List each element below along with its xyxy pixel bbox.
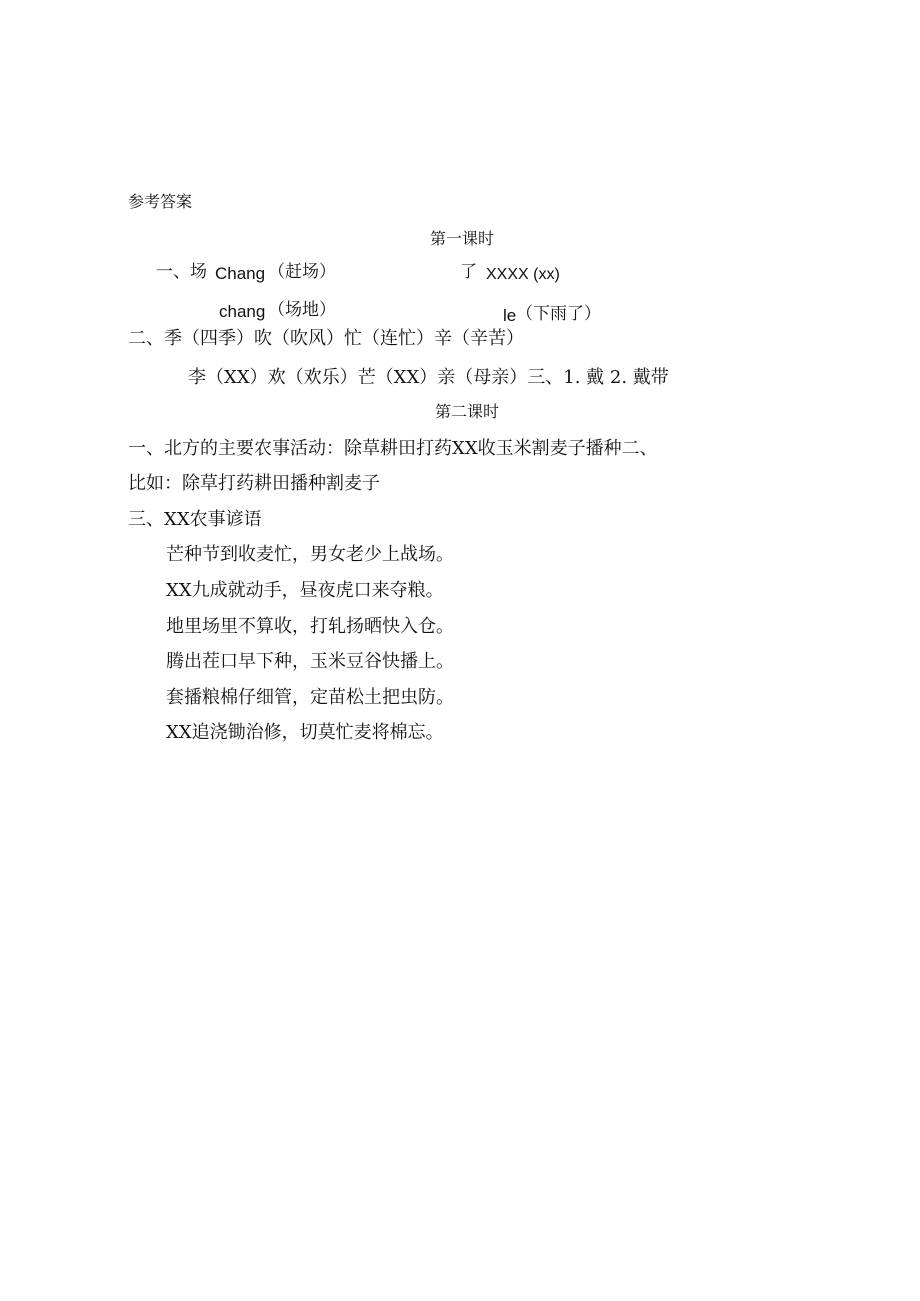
proverb-line: 地里场里不算收，打轧扬晒快入仓。 xyxy=(166,616,454,637)
lesson2-line3: 三、XX农事谚语 xyxy=(128,509,262,530)
proverb-line: XX追浇锄治修，切莫忙麦将棉忘。 xyxy=(166,722,444,743)
lesson2-title: 第二课时 xyxy=(435,402,500,421)
q1-label: 一、场 xyxy=(156,262,207,282)
q1-pinyin-xx: XXXX (xx) xyxy=(486,266,560,283)
q1-word-xiayule: （下雨了） xyxy=(516,304,601,324)
lesson1-title: 第一课时 xyxy=(430,229,495,248)
document-heading: 参考答案 xyxy=(128,192,193,211)
q2-line2: 李（XX）欢（欢乐）芒（XX）亲（母亲）三、1. 戴 2. 戴带 xyxy=(188,367,669,388)
q1-pinyin-chang2: chang xyxy=(219,302,266,321)
proverb-line: XX九成就动手，昼夜虎口来夺粮。 xyxy=(166,580,444,601)
q2-line1: 二、季（四季）吹（吹风）忙（连忙）辛（辛苦） xyxy=(128,328,524,349)
q1-pinyin-chang: Chang xyxy=(215,264,266,283)
q1-pinyin-le: le xyxy=(503,306,517,325)
lesson2-line1: 一、北方的主要农事活动：除草耕田打药XX收玉米割麦子播种二、 xyxy=(128,438,658,459)
lesson2-line2: 比如：除草打药耕田播种割麦子 xyxy=(128,473,380,494)
proverb-line: 腾出茬口早下种，玉米豆谷快播上。 xyxy=(166,651,454,672)
q1-char-le: 了 xyxy=(460,262,477,282)
proverb-line: 套播粮棉仔细管，定苗松土把虫防。 xyxy=(166,687,454,708)
q1-word-ganchang: （赶场） xyxy=(268,262,336,282)
proverb-line: 芒种节到收麦忙，男女老少上战场。 xyxy=(166,544,454,565)
q1-word-changdi: （场地） xyxy=(268,300,336,320)
